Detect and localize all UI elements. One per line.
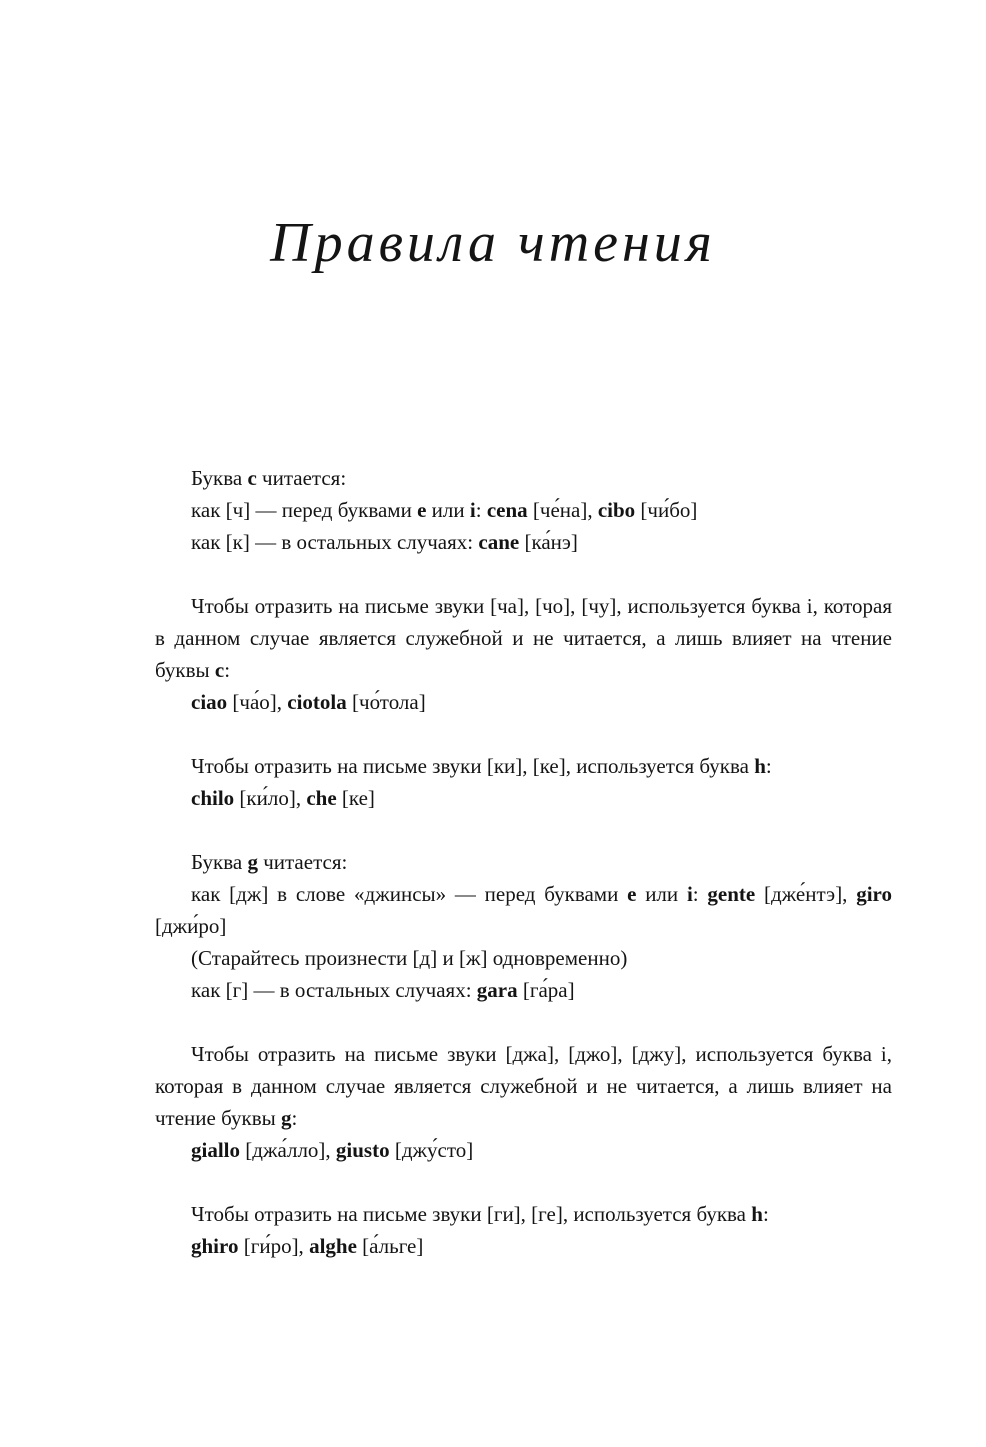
bold-term: e	[417, 498, 427, 522]
text-blocks	[155, 462, 892, 1294]
bold-term: cena	[486, 498, 528, 522]
text-segment: :	[224, 658, 231, 682]
bold-term: cibo	[597, 498, 636, 522]
text-segment: [ги́ро],	[238, 1234, 310, 1258]
text-segment: [че́на],	[527, 498, 598, 522]
paragraph	[155, 462, 892, 494]
text-block	[155, 846, 892, 1006]
paragraph	[155, 526, 892, 558]
paragraph	[155, 686, 892, 718]
paragraph	[155, 974, 892, 1006]
bold-term: g	[280, 1106, 292, 1130]
text-segment: Буква	[191, 466, 248, 490]
text-segment: :	[475, 498, 487, 522]
text-block	[155, 750, 892, 814]
bold-term: ciotola	[287, 690, 347, 714]
text-segment: [джа́лло],	[240, 1138, 336, 1162]
text-segment: [га́ра]	[517, 978, 575, 1002]
bold-term: h	[751, 1202, 763, 1226]
paragraph	[155, 782, 892, 814]
text-segment: или	[636, 882, 687, 906]
text-segment: как [дж] в слове «джинсы» — перед буквами	[191, 882, 628, 906]
paragraph	[155, 1134, 892, 1166]
bold-term: i	[686, 882, 693, 906]
text-block	[155, 590, 892, 718]
paragraph	[155, 494, 892, 526]
paragraph	[155, 878, 892, 942]
text-segment: :	[765, 754, 772, 778]
text-segment: :	[762, 1202, 769, 1226]
text-segment: [чо́тола]	[346, 690, 426, 714]
text-segment: (Старайтесь произнести [д] и [ж] одновременно)	[191, 946, 628, 970]
text-segment: [джи́ро]	[155, 914, 227, 938]
text-segment: Чтобы отразить на письме звуки [ги], [ге], используется буква	[191, 1202, 752, 1226]
bold-term: cane	[478, 530, 520, 554]
paragraph	[155, 942, 892, 974]
text-segment: [ке]	[336, 786, 375, 810]
bold-term: g	[247, 850, 258, 874]
bold-term: chilo	[191, 786, 235, 810]
text-segment: как [к] — в остальных случаях:	[191, 530, 479, 554]
text-segment: Чтобы отразить на письме звуки [ки], [ке], используется буква	[191, 754, 755, 778]
bold-term: che	[306, 786, 337, 810]
bold-term: c	[214, 658, 225, 682]
bold-term: ghiro	[191, 1234, 239, 1258]
text-segment: Буква	[191, 850, 248, 874]
bold-term: ciao	[191, 690, 228, 714]
text-block	[155, 462, 892, 558]
text-segment: [чи́бо]	[635, 498, 698, 522]
text-segment: [ча́о],	[227, 690, 288, 714]
text-segment: как [ч] — перед буквами	[191, 498, 418, 522]
bold-term: gara	[476, 978, 518, 1002]
paragraph	[155, 750, 892, 782]
text-block	[155, 1038, 892, 1166]
text-segment: Чтобы отразить на письме звуки [джа], [джо], [джу], используется буква i, которая в данном случае является служебной и не читается, а лишь влияет на чтение буквы	[155, 1042, 892, 1130]
bold-term: giro	[856, 882, 892, 906]
bold-term: e	[627, 882, 637, 906]
text-segment: :	[692, 882, 708, 906]
bold-term: c	[247, 466, 257, 490]
bold-term: gente	[707, 882, 756, 906]
text-block	[155, 1198, 892, 1262]
paragraph	[155, 590, 892, 686]
bold-term: giallo	[191, 1138, 241, 1162]
paragraph	[155, 1038, 892, 1134]
text-segment: :	[291, 1106, 298, 1130]
text-segment: читается:	[256, 466, 347, 490]
paragraph	[155, 846, 892, 878]
bold-term: i	[469, 498, 476, 522]
text-segment: [дже́нтэ],	[755, 882, 857, 906]
paragraph	[155, 1198, 892, 1230]
text-segment: [джу́сто]	[389, 1138, 474, 1162]
page-title: Правила чтения	[270, 211, 716, 274]
text-segment: [ки́ло],	[234, 786, 307, 810]
text-segment: читается:	[257, 850, 348, 874]
bold-term: h	[754, 754, 766, 778]
bold-term: giusto	[335, 1138, 390, 1162]
bold-term: alghe	[309, 1234, 357, 1258]
text-segment: или	[426, 498, 470, 522]
text-segment: [ка́нэ]	[519, 530, 578, 554]
text-segment: как [г] — в остальных случаях:	[191, 978, 477, 1002]
paragraph	[155, 1230, 892, 1262]
text-segment: Чтобы отразить на письме звуки [ча], [чо], [чу], используется буква i, которая в данном случае является служебной и не читается, а лишь влияет на чтение буквы	[155, 594, 892, 682]
text-segment: [а́льге]	[356, 1234, 424, 1258]
